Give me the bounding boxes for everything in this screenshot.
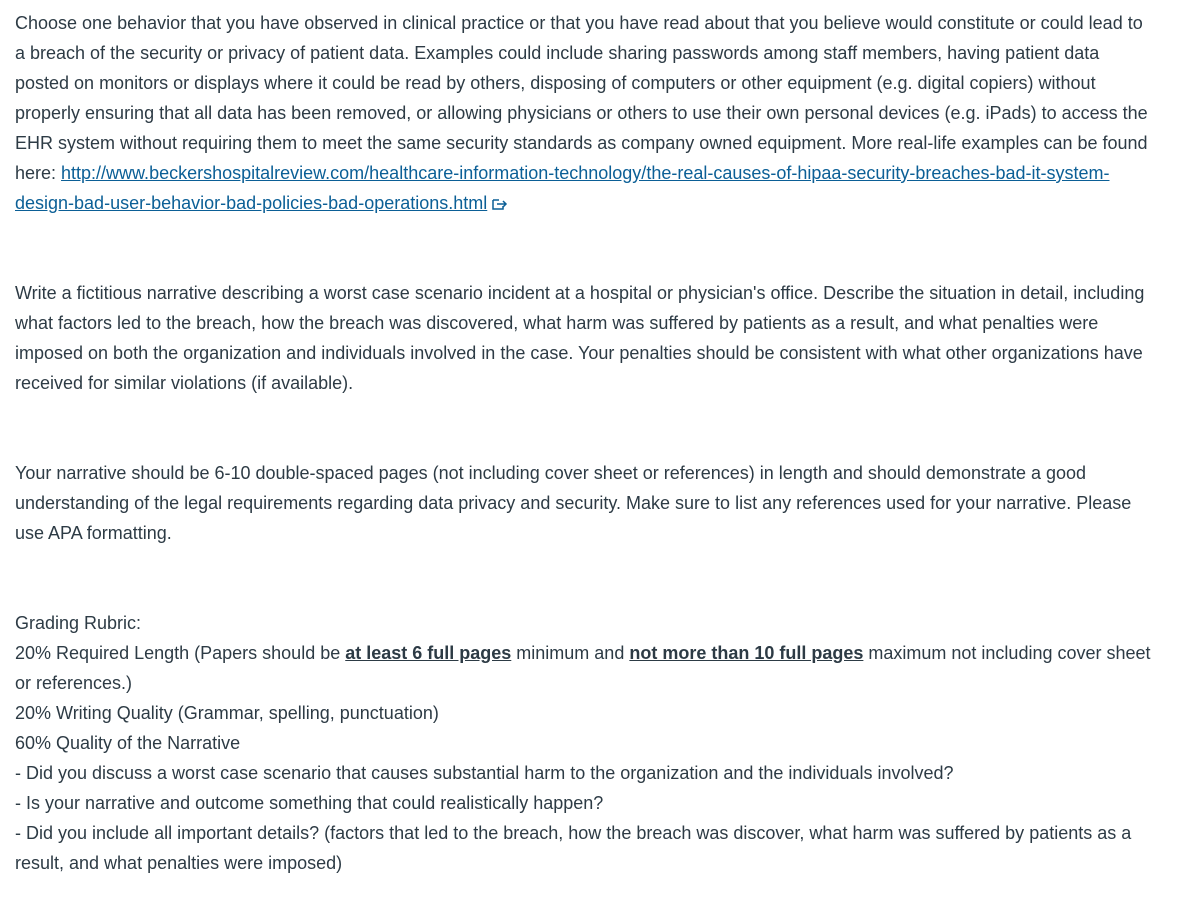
rubric-writing: 20% Writing Quality (Grammar, spelling, punctuation) <box>15 703 439 723</box>
rubric-question-1: - Did you discuss a worst case scenario that causes substantial harm to the organization and the individuals involved? <box>15 763 954 783</box>
rubric-max-pages: not more than 10 full pages <box>629 643 864 663</box>
rubric-question-2: - Is your narrative and outcome something that could realistically happen? <box>15 793 604 813</box>
intro-text: Choose one behavior that you have observed in clinical practice or that you have read about that you believe would constitute or could lead to a breach of the security or privacy of patient data. Examples could include sharing passwords among staff members, having patient data posted on monitors or displays where it could be read by others, disposing of computers or other equipment (e.g. digital copiers) without properly ensuring that all data has been removed, or allowing physicians or others to use their own personal devices (e.g. iPads) to access the EHR system without requiring them to meet the same security standards as company owned equipment. More real-life examples can be found here: <box>15 13 1148 183</box>
rubric-length-suffix: maximum not including cover sheet or references.) <box>15 643 1151 693</box>
spacer <box>15 548 1155 608</box>
external-link-icon <box>491 197 509 211</box>
rubric-length-prefix: 20% Required Length (Papers should be <box>15 643 346 663</box>
intro-paragraph <box>15 8 1155 218</box>
becker-article-link[interactable]: http://www.beckershospitalreview.com/healthcare-information-technology/the-real-causes-of-hipaa-security-breaches-bad-it-system-design-bad-user-behavior-bad-policies-bad-operations.html <box>15 163 1110 213</box>
narrative-paragraph: Write a fictitious narrative describing a worst case scenario incident at a hospital or physician's office. Describe the situation in detail, including what factors led to the breach, how the breach was discovered, what harm was suffered by patients as a result, and what penalties were imposed on both the organization and individuals involved in the case. Your penalties should be consistent with what other organizations have received for similar violations (if available). <box>15 283 1145 393</box>
rubric-length-middle: minimum and <box>511 643 630 663</box>
rubric-heading: Grading Rubric: <box>15 613 142 633</box>
rubric-min-pages: at least 6 full pages <box>345 643 512 663</box>
rubric-quality: 60% Quality of the Narrative <box>15 733 241 753</box>
spacer <box>15 218 1155 278</box>
spacer <box>15 398 1155 458</box>
length-paragraph: Your narrative should be 6-10 double-spaced pages (not including cover sheet or references) in length and should demonstrate a good understanding of the legal requirements regarding data privacy and security. Make sure to list any references used for your narrative. Please use APA formatting. <box>15 463 1132 543</box>
rubric-question-3: - Did you include all important details? (factors that led to the breach, how the breach was discover, what harm was suffered by patients as a result, and what penalties were imposed) <box>15 823 1132 873</box>
rubric-length <box>15 638 1155 698</box>
